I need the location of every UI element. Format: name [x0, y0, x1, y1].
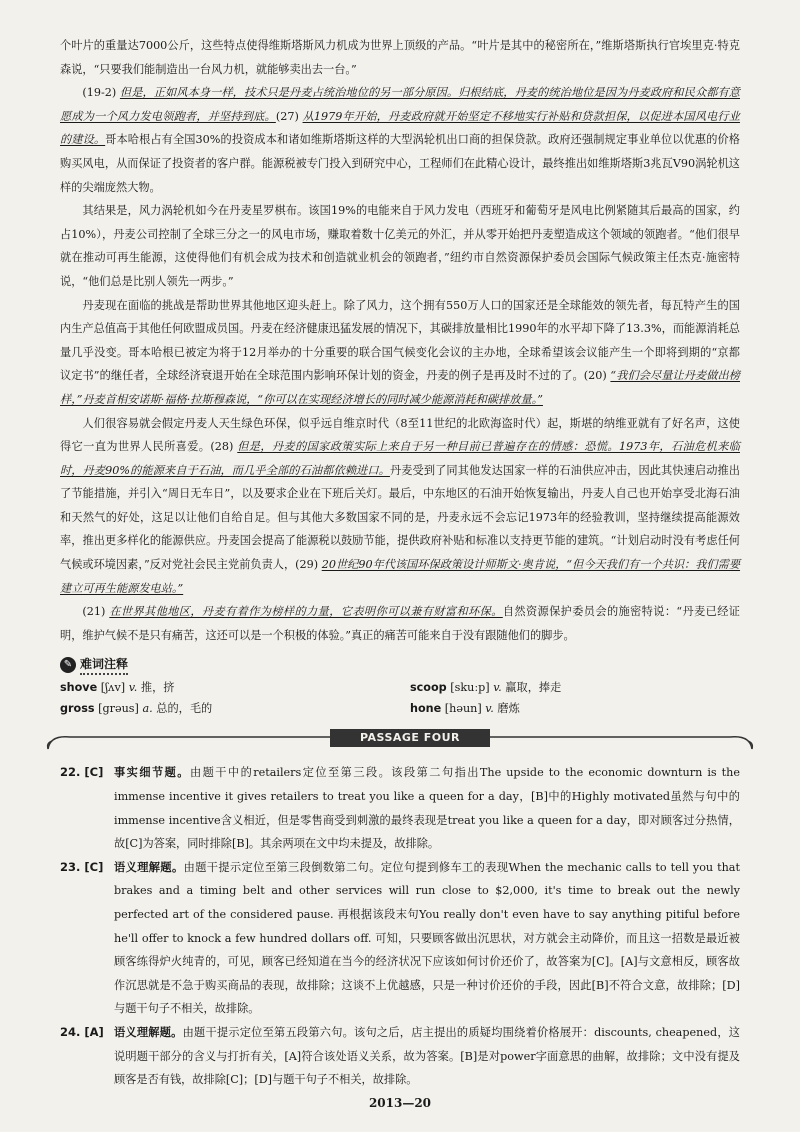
vocab-item: shove [ʃʌv] v. 推，挤	[60, 681, 175, 695]
answer-23	[60, 856, 740, 1021]
underlined-sentence: 20世纪90年代该国环保政策设计师斯文·奥肯说，“但今天我们有一个共识：我们需要建立可再生能源发电站。”	[60, 558, 741, 595]
answer-24	[60, 1021, 740, 1092]
paragraph-challenge: 丹麦现在面临的挑战是帮助世界其他地区迎头赶上。除了风力，这个拥有550万人口的国家还是全球能效的领先者，每瓦特产生的国内生产总值高于其他任何欧盟成员国。丹麦在经济健康迅猛发展的情况下，其碳排放量相比1990年的水平却下降了13.3%，而能源消耗总量几乎没变。哥本哈根已被定为将于12月举办的十分重要的联合国气候变化会议的主办地，全球希望该会议能产生一个即将到期的“京都议定书”的继任者，全球经济衰退开始在全球范围内影响环保计划的资金，丹麦的例子是再及时不过的了。(20) “我们会尽量让丹麦做出榜样，”丹麦首相安诺斯·福格·拉斯穆森说，“你可以在实现经济增长的同时减少能源消耗和碳排放量。”	[60, 298, 740, 406]
answer-22	[60, 761, 740, 855]
question-marker: (28)	[210, 440, 234, 454]
note-icon: ✎	[60, 657, 76, 673]
vocab-item: hone [həun] v. 磨炼	[410, 702, 520, 716]
paragraph-19-2: (19-2) 但是，正如风本身一样，技术只是丹麦占统治地位的另一部分原因。归根结底，丹麦的统治地位是因为丹麦政府和民众都有意愿成为一个风力发电领跑者，并坚持到底。(27) 从1979年开始，丹麦政府就开始坚定不移地实行补贴和贷款担保，以促进本国风电行业的建设。哥本哈根占有全国30%的投资成本和诸如维斯塔斯这样的大型涡轮机出口商的担保贷款。政府还强制规定事业单位以优惠的价格购买风电，从而保证了投资者的客户群。能源税被专门投入到研究中心，工程师们在此精心设计，最终推出如维斯塔斯3兆瓦V90涡轮机这样的尖端庞然大物。	[60, 86, 740, 194]
question-marker: (29)	[295, 558, 319, 572]
question-marker: (21)	[82, 605, 106, 619]
answer-number: 22. [C]	[60, 765, 104, 780]
question-marker: (19-2)	[82, 86, 117, 100]
paragraph-21: (21) 在世界其他地区，丹麦有着作为榜样的力量，它表明你可以兼有财富和环保。自然资源保护委员会的施密特说：“丹麦已经证明，维护气候不是只有痛苦，这还可以是一个积极的体验。”真正的痛苦可能来自于没有跟随他们的脚步。	[60, 605, 740, 642]
underlined-sentence: 从1979年开始，丹麦政府就开始坚定不移地实行补贴和贷款担保，以促进本国风电行业的建设。	[60, 109, 740, 147]
answer-explanation: 由题干提示定位至第三段倒数第二句。定位句提到修车工的表现When the mechanic calls to tell you that brakes and a timing belt and other services will run close to $2,000, it's time to break out the newly perfected art of the considered pause. 再根据该段末句You really don't even have to say anything pitiful before he'll offer to knock a few hundred dollars off. 可知，只要顾客做出沉思状，对方就会主动降价，而且这一招数是最近被顾客练得炉火纯青的，可见，顾客已经知道在当今的经济状况下应该如何讨价还价了，故答案为[C]。[A]与文意相反，顾客故作沉思就是不急于购买商品的表现，故排除；这谈不上优越感，只是一种讨价还价的手段，因此[B]不符合文意，故排除；[D]与题干句子不相关，故排除。	[114, 860, 740, 1016]
passage-banner	[60, 723, 740, 753]
answer-number: 23. [C]	[60, 859, 104, 874]
answer-number: 24. [A]	[60, 1024, 104, 1039]
vocab-heading-text: 难词注释	[80, 655, 128, 675]
question-marker: (27)	[275, 109, 299, 123]
paragraph-result: 其结果是，风力涡轮机如今在丹麦星罗棋布。该国19%的电能来自于风力发电（西班牙和葡萄牙是风电比例紧随其后最高的国家，约占10%），丹麦公司控制了全球三分之一的风电市场，赚取着数十亿美元的外汇，并从零开始把丹麦塑造成这个领域的领跑者。“他们很早就在推动可再生能源，这使得他们有机会成为技术和创造就业机会的领跑者，”纽约市自然资源保护委员会国际气候政策主任杰克·施密特说，“他们总是比别人领先一两步。”	[60, 204, 740, 288]
page-number: 2013—20	[368, 1096, 432, 1110]
question-type: 事实细节题。	[114, 766, 190, 780]
question-marker: (20)	[583, 369, 607, 383]
passage-title: PASSAGE FOUR	[330, 729, 490, 747]
question-type: 语义理解题。	[114, 860, 184, 874]
vocab-item: scoop [skuːp] v. 赢取，捧走	[410, 681, 562, 695]
answer-explanation: 由题干中的retailers定位至第三段。该段第二句指出The upside to the economic downturn is the immense incentive it gives retailers to treat you like a queen for a day，[B]中的Highly motivated虽然与句中的immense incentive含义相近，但是零售商受到刺激的最终表现是treat you like a queen for a day，即对顾客过分热情，故[C]为答案，同时排除[B]。其余两项在文中均未提及，故排除。	[114, 766, 740, 851]
paragraph-history: 人们很容易就会假定丹麦人天生绿色环保，似乎远自维京时代（8至11世纪的北欧海盗时代）起，斯堪的纳维亚就有了好名声，这使得它一直为世界人民所喜爱。(28) 但是，丹麦的国家政策实际上来自于另一种目前已普遍存在的情感：恐慌。1973年，石油危机来临时，丹麦90%的能源来自于石油，而几乎全部的石油都依赖进口。丹麦受到了同其他发达国家一样的石油供应冲击，因此其快速启动推出了节能措施，并引入“周日无车日”，以及要求企业在下班后关灯。最后，中东地区的石油开始恢复输出，丹麦人自己也开始享受北海石油和天然气的好处，这足以让他们自给自足。但与其他大多数国家不同的是，丹麦永远不会忘记1973年的经验教训，坚持继续提高能源效率，推出更多样化的能源供应。丹麦国会提高了能源税以鼓励节能，提供政府补贴和标准以支持更节能的建筑。“计划启动时没有考虑任何气候或环境因素，”反对党社会民主党前负责人，(29) 20世纪90年代该国环保政策设计师斯文·奥肯说，“但今天我们有一个共识：我们需要建立可再生能源发电站。”	[60, 416, 741, 595]
vocab-item: gross [grəus] a. 总的，毛的	[60, 702, 213, 716]
vocab-list	[60, 677, 740, 719]
paragraph-0: 个叶片的重量达7000公斤，这些特点使得维斯塔斯风力机成为世界上顶级的产品。“叶片是其中的秘密所在，”维斯塔斯执行官埃里克·特克森说，“只要我们能制造出一台风力机，就能够卖出去一台。”	[60, 39, 740, 76]
underlined-sentence: 但是，正如风本身一样，技术只是丹麦占统治地位的另一部分原因。归根结底，丹麦的统治地位是因为丹麦政府和民众都有意愿成为一个风力发电领跑者，并坚持到底。	[60, 86, 740, 123]
underlined-sentence: 在世界其他地区，丹麦有着作为榜样的力量，它表明你可以兼有财富和环保。	[109, 605, 503, 619]
answer-explanation: 由题干提示定位至第五段第六句。该句之后，店主提出的质疑均围绕着价格展开：discounts, cheapened，这说明题干部分的含义与打折有关，[A]符合该处语义关系，故为答案。[B]是对power字面意思的曲解，故排除；文中没有提及顾客是否有钱，故排除[C]；[D]与题干句子不相关，故排除。	[114, 1025, 740, 1087]
underlined-sentence: 但是，丹麦的国家政策实际上来自于另一种目前已普遍存在的情感：恐慌。1973年，石油危机来临时，丹麦90%的能源来自于石油，而几乎全部的石油都依赖进口。	[60, 440, 740, 477]
underlined-sentence: “我们会尽量让丹麦做出榜样，”丹麦首相安诺斯·福格·拉斯穆森说，“你可以在实现经济增长的同时减少能源消耗和碳排放量。”	[60, 369, 740, 406]
question-type: 语义理解题。	[114, 1025, 183, 1039]
vocab-heading	[60, 655, 740, 675]
page-content	[60, 34, 740, 1092]
